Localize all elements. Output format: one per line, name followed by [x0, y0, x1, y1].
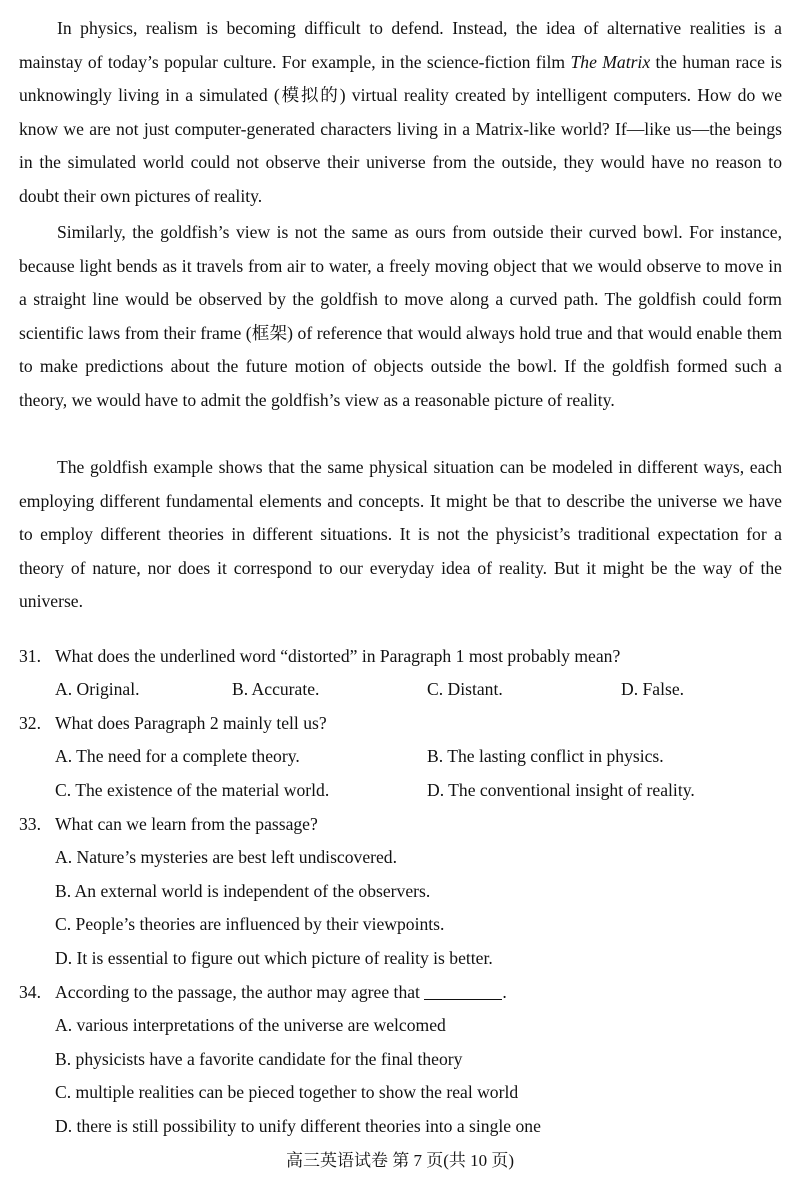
q32-option-c: C. The existence of the material world.: [55, 780, 330, 800]
q31-option-a: A. Original.: [55, 679, 140, 699]
q33-option-d: D. It is essential to figure out which picture of reality is better.: [55, 948, 493, 968]
question-tail: .: [502, 982, 507, 1002]
question-34: [19, 977, 784, 1007]
q34-option-d: D. there is still possibility to unify different theories into a single one: [55, 1116, 541, 1136]
answer-blank: [424, 981, 502, 1000]
passage-paragraph-3: The goldfish example shows that the same physical situation can be modeled in different ways, each employing different fundamental elements and concepts. It might be that to describe the universe we have to employ different theories in different situations. It is not the physicist’s traditional expectation for a theory of nature, nor does it correspond to our everyday idea of reality. But it might be the way of the universe.: [19, 457, 782, 612]
q31-option-b: B. Accurate.: [232, 679, 320, 699]
film-title: The Matrix: [570, 51, 651, 72]
paragraph-1-text-b: the human race is unknowingly living in a simulated (模拟的) virtual reality created by intelligent computers. How do we know we are not just computer-generated characters living in a Matrix-like world? If—like us—the beings in the simulated world could not observe their universe from the outside, they would have no reason to doubt their own pictures of reality.: [19, 51, 782, 206]
q34-option-a: A. various interpretations of the universe are welcomed: [55, 1015, 446, 1035]
question-number: 32.: [19, 713, 41, 733]
question-text: What does Paragraph 2 mainly tell us?: [55, 713, 327, 733]
q33-option-c: C. People’s theories are influenced by their viewpoints.: [55, 914, 445, 934]
question-32: [19, 708, 784, 738]
q32-option-a: A. The need for a complete theory.: [55, 746, 300, 766]
q34-option-b: B. physicists have a favorite candidate for the final theory: [55, 1049, 463, 1069]
page-footer: 高三英语试卷 第 7 页(共 10 页): [285, 1151, 515, 1170]
q33-option-b: B. An external world is independent of the observers.: [55, 881, 431, 901]
passage-paragraph-2: Similarly, the goldfish’s view is not the same as ours from outside their curved bowl. For instance, because light bends as it travels from air to water, a freely moving object that we would observe to move in a straight line would be observed by the goldfish to move along a curved path. The goldfish could form scientific laws from their frame (框架) of reference that would always hold true and that would enable them to make predictions about the future motion of objects outside the bowl. If the goldfish formed such a theory, we would have to admit the goldfish’s view as a reasonable picture of reality.: [19, 222, 782, 410]
q31-option-d: D. False.: [621, 679, 685, 699]
q33-option-a: A. Nature’s mysteries are best left undiscovered.: [55, 847, 397, 867]
question-text: What does the underlined word “distorted” in Paragraph 1 most probably mean?: [55, 646, 621, 666]
q31-option-c: C. Distant.: [427, 679, 503, 699]
question-31: [19, 641, 784, 671]
question-text: According to the passage, the author may agree that: [55, 982, 420, 1002]
question-text: What can we learn from the passage?: [55, 814, 318, 834]
question-number: 34.: [19, 982, 41, 1002]
question-number: 31.: [19, 646, 41, 666]
paragraph-1-text-a: In physics, realism is becoming difficult to defend. Instead, the idea of alternative realities is a mainstay of today’s popular culture. For example, in the science-fiction film: [19, 18, 782, 72]
question-number: 33.: [19, 814, 41, 834]
q34-option-c: C. multiple realities can be pieced together to show the real world: [55, 1082, 519, 1102]
q32-option-b: B. The lasting conflict in physics.: [427, 746, 664, 766]
passage-paragraph-1: [19, 12, 782, 214]
q32-option-d: D. The conventional insight of reality.: [427, 780, 695, 800]
question-33: [19, 809, 784, 839]
